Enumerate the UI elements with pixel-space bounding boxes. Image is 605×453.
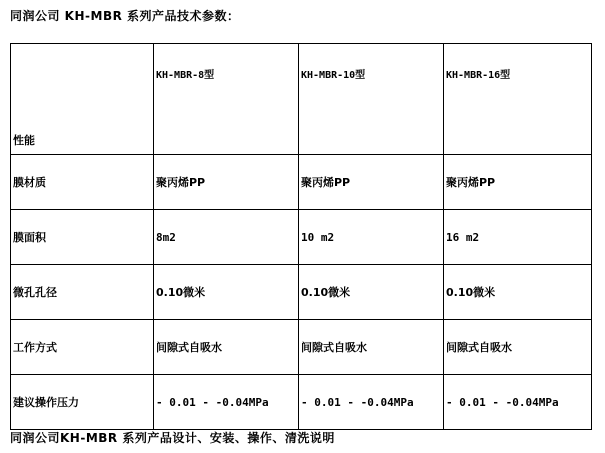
table-cell: 0.10微米: [299, 265, 444, 320]
table-cell: 0.10微米: [444, 265, 592, 320]
table-cell: - 0.01 - -0.04MPa: [154, 375, 299, 430]
table-header-row: [11, 44, 592, 155]
table-cell: 间隙式自吸水: [444, 320, 592, 375]
page-heading: 同润公司 KH-MBR 系列产品技术参数：: [10, 9, 240, 23]
table-cell: 聚丙烯PP: [444, 155, 592, 210]
table-cell: 10 m2: [299, 210, 444, 265]
model-header-cell: KH-MBR-8型: [154, 44, 299, 155]
row-label: 膜材质: [11, 155, 154, 210]
model-header-cell: KH-MBR-16型: [444, 44, 592, 155]
table-cell: 0.10微米: [154, 265, 299, 320]
row-label: 膜面积: [11, 210, 154, 265]
table-cell: 16 m2: [444, 210, 592, 265]
table-cell: - 0.01 - -0.04MPa: [444, 375, 592, 430]
table-cell: 间隙式自吸水: [154, 320, 299, 375]
model-header-cell: KH-MBR-10型: [299, 44, 444, 155]
row-label: 微孔孔径: [11, 265, 154, 320]
param-header-cell: 性能: [11, 44, 154, 155]
table-cell: 8m2: [154, 210, 299, 265]
table-row-area: [11, 210, 592, 265]
table-cell: 聚丙烯PP: [154, 155, 299, 210]
section-heading: 同润公司KH-MBR 系列产品设计、安装、操作、清洗说明: [10, 431, 335, 445]
table-row-pressure: [11, 375, 592, 430]
table-row-work-mode: [11, 320, 592, 375]
table-row-material: [11, 155, 592, 210]
row-label: 工作方式: [11, 320, 154, 375]
row-label: 建议操作压力: [11, 375, 154, 430]
table-cell: - 0.01 - -0.04MPa: [299, 375, 444, 430]
table-cell: 间隙式自吸水: [299, 320, 444, 375]
spec-table: [10, 43, 592, 430]
table-cell: 聚丙烯PP: [299, 155, 444, 210]
table-row-pore-size: [11, 265, 592, 320]
